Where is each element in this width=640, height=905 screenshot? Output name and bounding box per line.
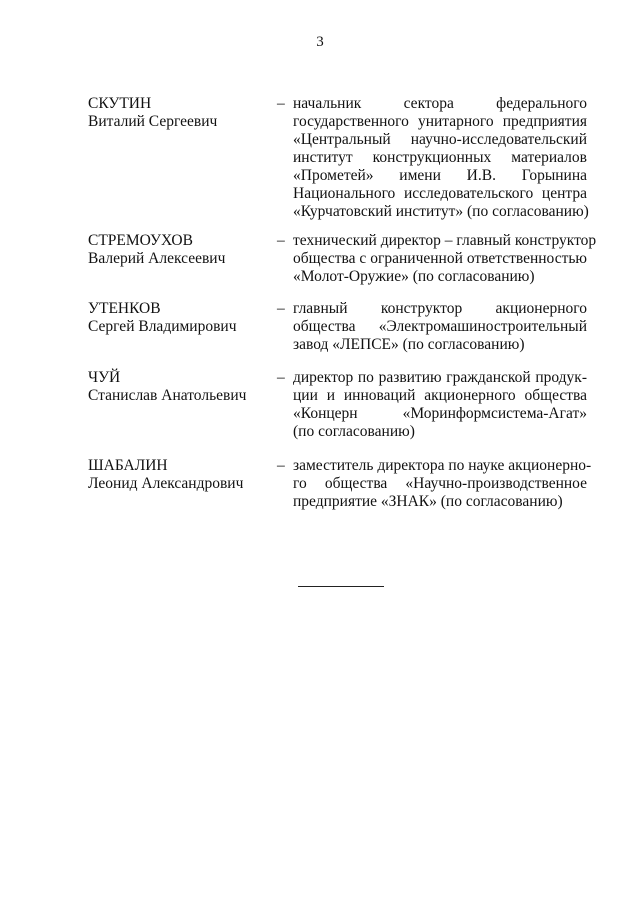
position-line: «Курчатовский институт» (по согласованию) [293, 203, 589, 220]
position-line: Национального исследовательского центра [293, 185, 587, 202]
member-position [293, 300, 587, 354]
member-given-name: Валерий Алексеевич [88, 250, 226, 267]
member-name [88, 300, 268, 336]
position-line: директор по развитию гражданской продук- [293, 369, 587, 386]
position-line: институт конструкционных материалов [293, 149, 587, 166]
position-line: завод «ЛЕПСЕ» (по согласованию) [293, 336, 525, 353]
member-name [88, 95, 268, 131]
member-position [293, 95, 587, 221]
position-line: «Концерн «Моринформсистема-Агат» [293, 405, 587, 422]
position-line: начальник сектора федерального [293, 95, 587, 112]
dash-separator: – [277, 232, 285, 249]
member-position [293, 369, 587, 441]
closing-divider [298, 586, 384, 587]
position-line: (по согласованию) [293, 423, 415, 440]
member-position [293, 457, 592, 511]
member-surname: СКУТИН [88, 95, 152, 112]
position-line: «Молот-Оружие» (по согласованию) [293, 268, 535, 285]
position-line: предприятие «ЗНАК» (по согласованию) [293, 493, 563, 510]
position-line: заместитель директора по науке акционерно- [293, 457, 592, 474]
position-line: государственного унитарного предприятия [293, 113, 587, 130]
page-number: 3 [316, 34, 324, 50]
position-line: главный конструктор акционерного [293, 300, 587, 317]
position-line: «Прометей» имени И.В. Горынина [293, 167, 587, 184]
member-name [88, 369, 268, 405]
dash-separator: – [277, 300, 285, 317]
member-surname: УТЕНКОВ [88, 300, 161, 317]
member-given-name: Леонид Александрович [88, 475, 244, 492]
member-given-name: Виталий Сергеевич [88, 113, 218, 130]
member-name [88, 232, 268, 268]
dash-separator: – [277, 95, 285, 112]
position-line: го общества «Научно-производственное [293, 475, 587, 492]
member-surname: СТРЕМОУХОВ [88, 232, 193, 249]
member-given-name: Станислав Анатольевич [88, 387, 247, 404]
member-surname: ЧУЙ [88, 369, 121, 386]
position-line: ции и инноваций акционерного общества [293, 387, 587, 404]
dash-separator: – [277, 369, 285, 386]
member-name [88, 457, 268, 493]
member-given-name: Сергей Владимирович [88, 318, 237, 335]
position-line: технический директор – главный конструктор [293, 232, 597, 249]
position-line: общества «Электромашиностроительный [293, 318, 587, 335]
position-line: общества с ограниченной ответственностью [293, 250, 587, 267]
member-position [293, 232, 597, 286]
position-line: «Центральный научно-исследовательский [293, 131, 587, 148]
member-surname: ШАБАЛИН [88, 457, 168, 474]
dash-separator: – [277, 457, 285, 474]
